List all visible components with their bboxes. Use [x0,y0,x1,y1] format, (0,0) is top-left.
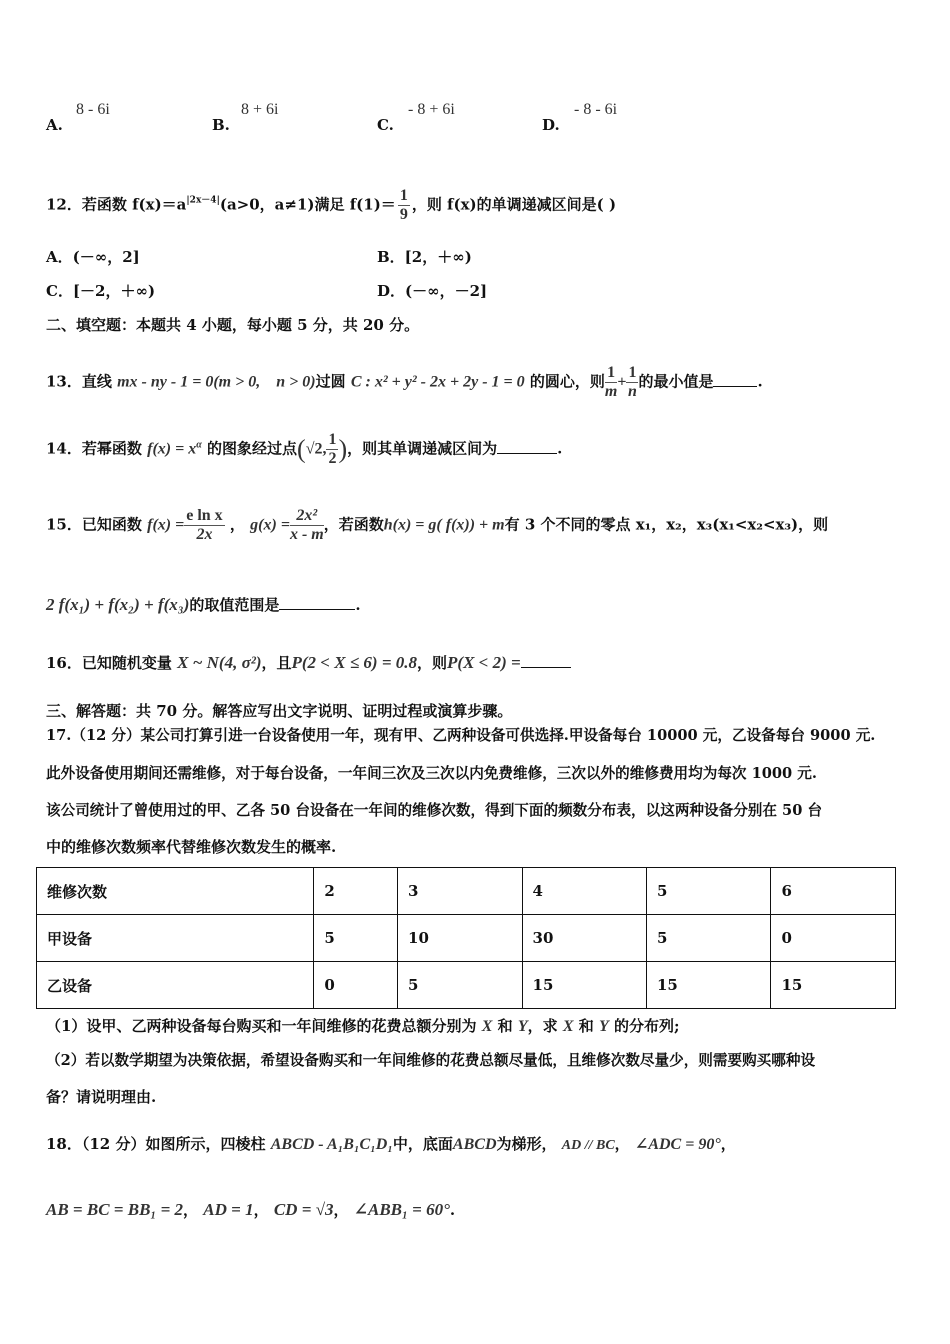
q16-prefix: 16．已知随机变量 [46,654,172,672]
q17-p1-mid: ，求 [527,1017,558,1035]
q11-option-c-value: - 8 + 6i [408,101,455,118]
q18-prism: ABCD - A₁B₁C₁D₁ [270,1136,393,1153]
table-row [37,868,896,915]
q17-line-4: 中的维修次数频率代替维修次数发生的概率. [46,838,337,856]
q18-angle: ∠ADC = 90° [634,1136,721,1153]
q18-stem [46,1133,736,1154]
q17-frequency-table [36,867,896,1009]
q15-mid: ，若函数 [323,515,384,534]
q13-mid2: 的圆心，则 [529,372,605,391]
q18-c2: ， [253,1201,269,1219]
q17-part-2-line-2: 备？请说明理由. [46,1088,157,1106]
q12-suffix: ，则 f(x)的单调递减区间是( ) [411,195,617,214]
q11-option-b-value: 8 + 6i [241,101,279,118]
table-cell: 10 [398,915,522,962]
q12-option-c: C．[－2，＋∞) [46,282,156,300]
q18-condition-3: CD = √3 [273,1200,334,1219]
q15-suffix: 有 3 个不同的零点 x₁，x₂，x₃(x₁<x₂<x₃)，则 [504,515,829,534]
q16-distribution: X ~ N(4, σ²) [177,653,262,672]
q14-mid: 的图象经过点 [207,439,298,458]
q17-line-1: 17.（12 分）某公司打算引进一台设备使用一年，现有甲、乙两种设备可供选择.甲设备每台 10000 元，乙设备每台 9000 元. [46,727,876,744]
q17-p1-prefix: （1）设甲、乙两种设备每台购买和一年间维修的花费总额分别为 [46,1017,477,1035]
table-cell: 5 [398,962,522,1009]
q18-condition-2: AD = 1 [203,1200,254,1219]
q14-stem: 14．若幂函数 $f(x) = x^\alpha$ 的图象经过点(√2, $\frac{1}{2}$ )，则其单调递减区间为 . [46,431,563,467]
q14-alpha: α [196,439,202,451]
q12-option-d: D．(－∞，－2] [377,282,488,300]
q16-mid2: ，则 [417,654,448,672]
q13-line-equation: mx - ny - 1 = 0(m > 0, n > 0) [117,373,316,391]
q13-circle-equation: C : x² + y² - 2x + 2y - 1 = 0 [350,373,525,391]
q15-h-expression: h(x) = g( f(x)) + m [383,516,505,534]
q13-answer-blank[interactable] [713,372,757,387]
table-cell: 0 [771,915,896,962]
q15-g-lhs: g(x) = [250,516,290,534]
q15-end: . [355,596,361,614]
q15-prefix: 15．已知函数 [46,515,142,534]
section-3-heading: 三、解答题：共 70 分。解答应写出文字说明、证明过程或演算步骤。 [46,702,513,720]
q12-stem [46,187,616,224]
table-cell: 乙设备 [37,962,314,1009]
q13-prefix: 13．直线 [46,372,112,391]
q18-prefix: 18．（12 分）如图所示，四棱柱 [46,1135,266,1153]
table-cell: 30 [522,915,646,962]
q11-option-a-label: A. [46,116,63,134]
q12-frac-den: 9 [399,206,408,223]
table-cell: 0 [314,962,398,1009]
q18-base: ABCD [452,1136,497,1153]
table-cell: 4 [522,868,646,915]
q14-point-num: 1 [328,431,337,448]
q15-f-lhs: f(x) = [147,516,185,534]
table-cell: 6 [771,868,896,915]
q17-p1-y2: Y [599,1018,609,1035]
q14-point-den: 2 [328,450,337,467]
q15-line2-suffix: 的取值范围是 [189,596,280,614]
q16-question: P(X < 2) = [447,653,521,672]
q13-f1-num: 1 [605,364,617,383]
q11-option-c-label: C. [377,116,394,134]
q13-fraction-1 [605,364,617,401]
table-cell: 15 [646,962,770,1009]
q18-c1: ， [183,1201,199,1219]
table-cell: 15 [771,962,896,1009]
q15-comma: ， [229,515,245,534]
table-cell: 5 [646,868,770,915]
q12-mid: (a>0，a≠1)满足 f(1)＝ [219,195,396,214]
q18-conditions [46,1199,455,1220]
table-cell: 5 [646,915,770,962]
q16-stem [46,652,571,673]
q17-line-2: 此外设备使用期间还需维修，对于每台设备，一年间三次及三次以内免费维修，三次以外的维修费用均为每次 1000 元. [46,765,817,782]
q14-point-x: √2 [305,440,323,458]
q17-part-1 [46,1015,680,1036]
q13-stem [46,364,763,401]
table-cell: 2 [314,868,398,915]
q17-line-3: 该公司统计了曾使用过的甲、乙各 50 台设备在一年间的维修次数，得到下面的频数分布表，以这两种设备分别在 50 台 [46,802,823,819]
q13-f1-den: m [604,383,618,400]
q15-g-num: 2x² [290,507,324,526]
q16-answer-blank[interactable] [521,653,571,668]
table-cell: 3 [398,868,522,915]
q17-p1-suffix: 的分布列; [614,1017,680,1035]
q15-g-den: x - m [289,526,324,543]
q18-end: . [449,1201,456,1219]
q17-part-2-line-1: （2）若以数学期望为决策依据，希望设备购买和一年间维修的花费总额尽量低，且维修次数尽量少，则需要购买哪种设 [46,1052,816,1069]
q17-p1-and: 和 [497,1017,513,1035]
table-row [37,962,896,1009]
q18-mid1: 中，底面 [392,1135,453,1153]
q11-option-b-label: B. [212,116,230,134]
q12-frac-num: 1 [399,187,408,204]
q13-f2-den: n [628,383,637,400]
q13-end: . [757,372,763,391]
q15-stem [46,507,828,544]
q13-plus: + [617,373,627,391]
q13-suffix: 的最小值是 [638,372,714,391]
q18-condition-4: ∠ABB₁ = 60° [353,1200,450,1219]
q15-sum-expression: 2 f(x₁) + f(x₂) + f(x₃) [46,595,190,614]
q15-g-fraction [290,507,324,544]
q14-function: f(x) = x [147,440,197,458]
q13-fraction-2 [626,364,638,401]
q12-fraction [398,187,410,224]
table-cell: 15 [522,962,646,1009]
q15-f-fraction [184,507,224,544]
q14-answer-blank[interactable] [497,439,557,454]
q17-p1-x2: X [562,1018,574,1035]
q12-exponent: |2x－4| [186,195,220,206]
q16-mid: ，且 [261,654,292,672]
q13-mid1: 过圆 [315,372,346,391]
q14-point-y [326,431,338,468]
section-2-heading: 二、填空题：本题共 4 小题，每小题 5 分，共 20 分。 [46,316,420,334]
q18-c3: ， [333,1201,349,1219]
q18-comma1: ， [614,1135,630,1153]
q15-line2 [46,594,361,615]
q17-p1-x: X [481,1018,493,1035]
q15-f-den: 2x [196,526,213,543]
q12-option-b: B．[2，＋∞) [377,248,472,266]
q15-answer-blank[interactable] [279,595,355,610]
q18-condition-1: AB = BC = BB₁ = 2 [46,1200,184,1219]
q18-mid2: 为梯形， [496,1135,557,1153]
table-row [37,915,896,962]
q17-p1-and2: 和 [578,1017,594,1035]
q13-f2-num: 1 [628,364,637,381]
table-cell: 5 [314,915,398,962]
q12-prefix: 12．若函数 f(x)＝a [46,195,187,214]
q16-condition: P(2 < X ≤ 6) = 0.8 [291,653,418,672]
q14-end: . [557,439,563,458]
q18-parallel: AD // BC [561,1138,615,1153]
q11-option-d-label: D. [542,116,560,134]
q17-p1-y: Y [517,1018,528,1035]
table-cell: 甲设备 [37,915,314,962]
q14-suffix: ，则其单调递减区间为 [347,439,498,458]
q11-option-d-value: - 8 - 6i [574,101,618,118]
q14-prefix: 14．若幂函数 [46,439,142,458]
q15-f-num: e ln x [186,507,223,524]
q12-option-a: A．(－∞，2] [46,248,140,266]
q18-comma2: ， [720,1135,736,1153]
table-cell: 维修次数 [37,868,314,915]
q11-option-a-value: 8 - 6i [76,101,110,118]
